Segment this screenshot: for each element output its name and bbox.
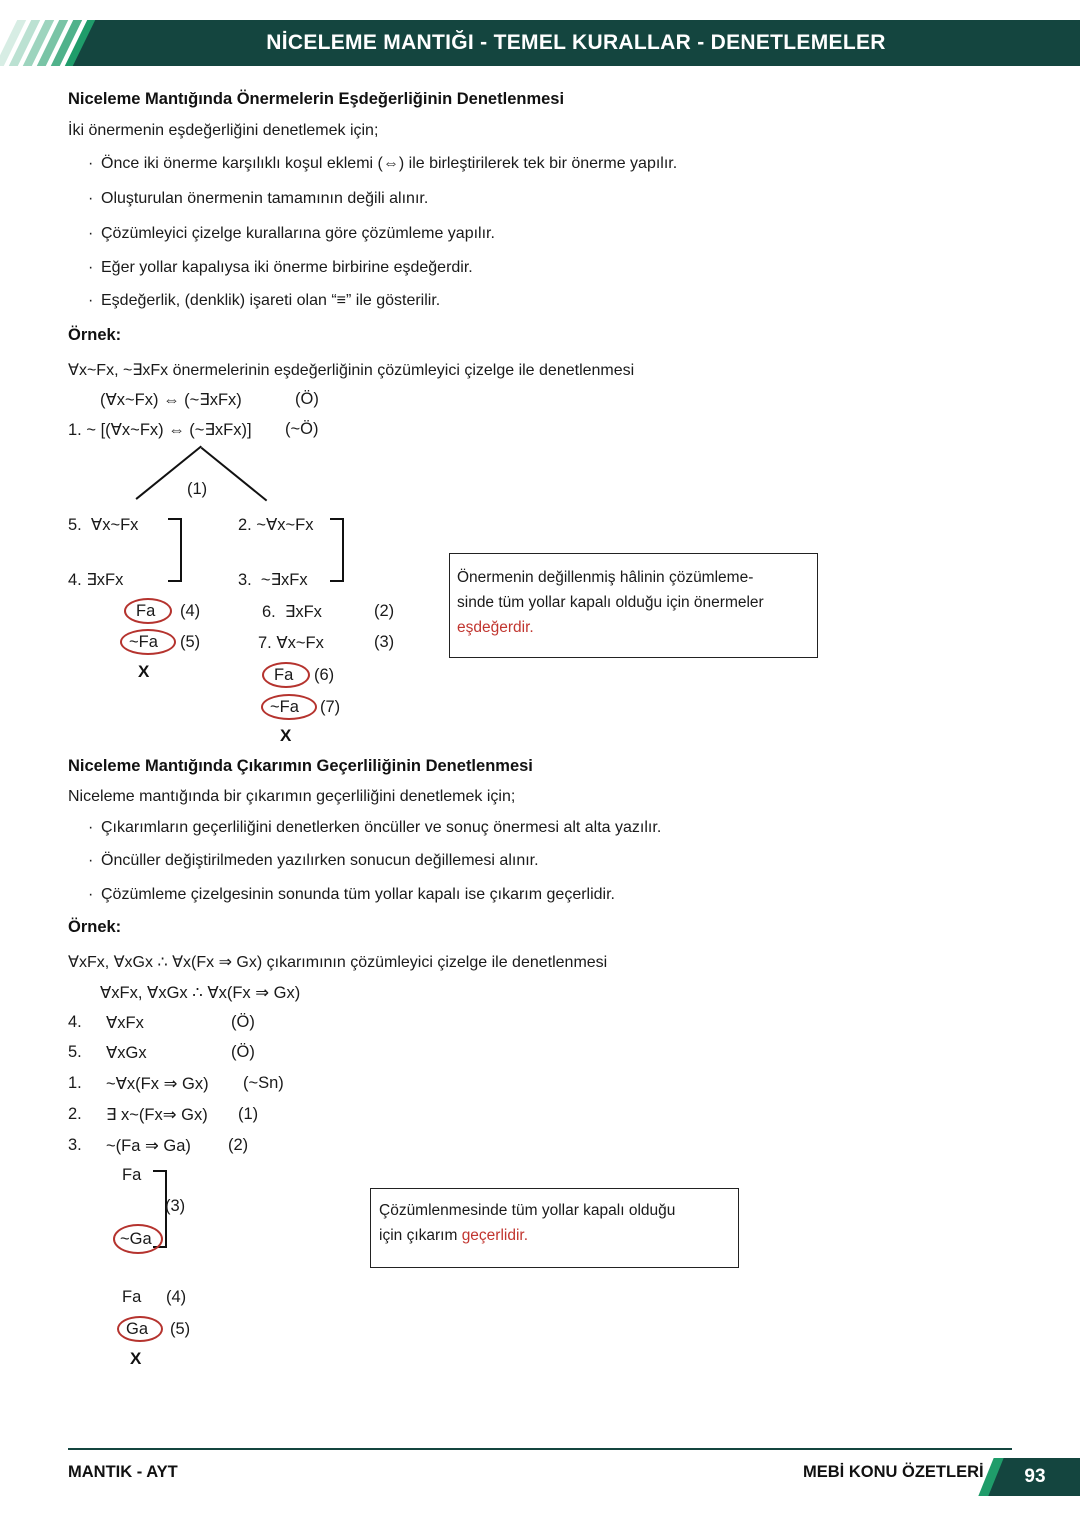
section1-left-literal-2: ~Fa — [129, 633, 158, 651]
section1-heading: Niceleme Mantığında Önermelerin Eşdeğerliğinin Denetlenmesi — [68, 90, 565, 108]
section1-example-intro: ∀x~Fx, ~∃xFx önermelerinin eşdeğerliğinin çözümleyici çizelge ile denetlenmesi — [68, 362, 635, 379]
section1-right-closed-marker: X — [280, 726, 292, 745]
section2-step-4-num: 2. — [68, 1105, 82, 1123]
page-title: NİCELEME MANTIĞI - TEMEL KURALLAR - DENETLEMELER — [266, 31, 886, 54]
section2-heading: Niceleme Mantığında Çıkarımın Geçerliliğinin Denetlenmesi — [68, 757, 533, 775]
section2-step-5-tag: (2) — [228, 1136, 249, 1154]
tree-branch-right — [200, 447, 267, 502]
section2-example-intro: ∀xFx, ∀xGx ∴ ∀x(Fx ⇒ Gx) çıkarımının çözümleyici çizelge ile denetlenmesi — [68, 954, 608, 971]
section1-left-bracket — [168, 518, 182, 582]
section1-negated-tag: (~Ö) — [285, 420, 319, 438]
section1-right-row3-tag: (2) — [374, 602, 395, 620]
section1-bullet-1: Önce iki önerme karşılıklı koşul eklemi (⇔) ile birleştirilerek tek bir önerme yapılır. — [101, 155, 678, 172]
section2-step-2-tag: (Ö) — [231, 1043, 255, 1061]
section2-literal-4: Ga — [126, 1320, 149, 1338]
section1-note-line3-highlight: eşdeğerdir. — [457, 619, 534, 636]
section1-bullet-2: Oluşturulan önermenin tamamının değili alınır. — [101, 190, 429, 207]
section1-right-literal-1: Fa — [274, 666, 294, 684]
section1-left-literal-2-tag: (5) — [180, 633, 201, 651]
section2-example-label: Örnek: — [68, 918, 122, 936]
section1-note-line2: sinde tüm yollar kapalı olduğu için önermeler — [457, 594, 764, 611]
section1-right-row3: 6. ∃xFx — [262, 603, 322, 621]
section2-step-1-formula: ∀xFx — [106, 1014, 144, 1032]
section1-bullet-4: Eğer yollar kapalıysa iki önerme birbirine eşdeğerdir. — [101, 259, 473, 276]
section1-right-row4-tag: (3) — [374, 633, 395, 651]
bullet-marker: · — [88, 819, 94, 836]
section2-step-1-num: 4. — [68, 1013, 82, 1031]
section2-intro: Niceleme mantığında bir çıkarımın geçerliliğini denetlemek için; — [68, 788, 516, 805]
section2-step-1-tag: (Ö) — [231, 1013, 255, 1031]
section2-bracket-tag: (3) — [165, 1197, 186, 1215]
section2-literal-3: Fa — [122, 1288, 142, 1306]
section1-left-literal-1: Fa — [136, 602, 156, 620]
section1-right-row1: 2. ~∀x~Fx — [238, 516, 314, 534]
section2-bullet-3: Çözümleme çizelgesinin sonunda tüm yollar kapalı ise çıkarım geçerlidir. — [101, 886, 615, 903]
footer-right-label: MEBİ KONU ÖZETLERİ — [803, 1463, 984, 1481]
section1-right-literal-1-tag: (6) — [314, 666, 335, 684]
section1-left-literal-1-tag: (4) — [180, 602, 201, 620]
section2-argument-line: ∀xFx, ∀xGx ∴ ∀x(Fx ⇒ Gx) — [100, 984, 301, 1002]
section2-bullet-1: Çıkarımların geçerliliğini denetlerken öncüller ve sonuç önermesi alt alta yazılır. — [101, 819, 662, 836]
section1-example-label: Örnek: — [68, 326, 122, 344]
section1-right-row4: 7. ∀x~Fx — [258, 634, 324, 652]
footer-page-number: 93 — [1024, 1466, 1046, 1487]
section1-negated-line: 1. ~ [(∀x~Fx) ⇔ (~∃xFx)] — [68, 421, 252, 439]
section2-note-line2 — [379, 1223, 731, 1248]
section2-step-4-formula: ∃ x~(Fx⇒ Gx) — [106, 1106, 208, 1124]
section1-bullet-3: Çözümleyici çizelge kurallarına göre çözümleme yapılır. — [101, 225, 495, 242]
bullet-marker: · — [88, 155, 94, 172]
section2-literal-1: Fa — [122, 1166, 142, 1184]
section2-step-3-formula: ~∀x(Fx ⇒ Gx) — [106, 1075, 209, 1093]
bullet-marker: · — [88, 292, 94, 309]
section2-step-3-tag: (~Sn) — [243, 1074, 284, 1092]
section1-left-row2: 4. ∃xFx — [68, 571, 124, 589]
section2-step-2-formula: ∀xGx — [106, 1044, 147, 1062]
section2-note-line2-highlight: geçerlidir. — [461, 1227, 529, 1244]
footer-divider — [68, 1448, 1012, 1450]
section1-right-bracket — [330, 518, 344, 582]
page-header — [0, 20, 1080, 66]
footer-left-label: MANTIK - AYT — [68, 1463, 178, 1481]
section1-right-literal-2: ~Fa — [270, 698, 299, 716]
section2-step-4-tag: (1) — [238, 1105, 259, 1123]
section2-literal-2: ~Ga — [120, 1230, 152, 1248]
section2-note-line2-prefix: için çıkarım — [379, 1227, 462, 1244]
bullet-marker: · — [88, 886, 94, 903]
section1-right-row2: 3. ~∃xFx — [238, 571, 308, 589]
section2-bullet-2: Öncüller değiştirilmeden yazılırken sonucun değillemesi alınır. — [101, 852, 539, 869]
section1-premise-line: (∀x~Fx) ⇔ (~∃xFx) — [100, 391, 242, 409]
section2-closed-marker: X — [130, 1349, 142, 1368]
section1-left-closed-marker: X — [138, 662, 150, 681]
section2-literal-4-tag: (5) — [170, 1320, 191, 1338]
section1-right-literal-2-tag: (7) — [320, 698, 341, 716]
bullet-marker: · — [88, 852, 94, 869]
section2-step-3-num: 1. — [68, 1074, 82, 1092]
section1-intro: İki önermenin eşdeğerliğini denetlemek için; — [68, 122, 379, 139]
section2-step-5-formula: ~(Fa ⇒ Ga) — [106, 1137, 191, 1155]
section1-left-row1: 5. ∀x~Fx — [68, 516, 139, 534]
section1-bullet-5: Eşdeğerlik, (denklik) işareti olan “≡” ile gösterilir. — [101, 292, 441, 309]
section2-step-5-num: 3. — [68, 1136, 82, 1154]
section1-note-line1: Önermenin değillenmiş hâlinin çözümleme- — [457, 569, 754, 586]
bullet-marker: · — [88, 259, 94, 276]
section2-step-2-num: 5. — [68, 1043, 82, 1061]
section1-premise-tag: (Ö) — [295, 390, 319, 408]
section2-literal-3-tag: (4) — [166, 1288, 187, 1306]
section1-branch-label: (1) — [187, 480, 208, 498]
section2-note-line1: Çözümlenmesinde tüm yollar kapalı olduğu — [379, 1202, 676, 1219]
bullet-marker: · — [88, 190, 94, 207]
bullet-marker: · — [88, 225, 94, 242]
